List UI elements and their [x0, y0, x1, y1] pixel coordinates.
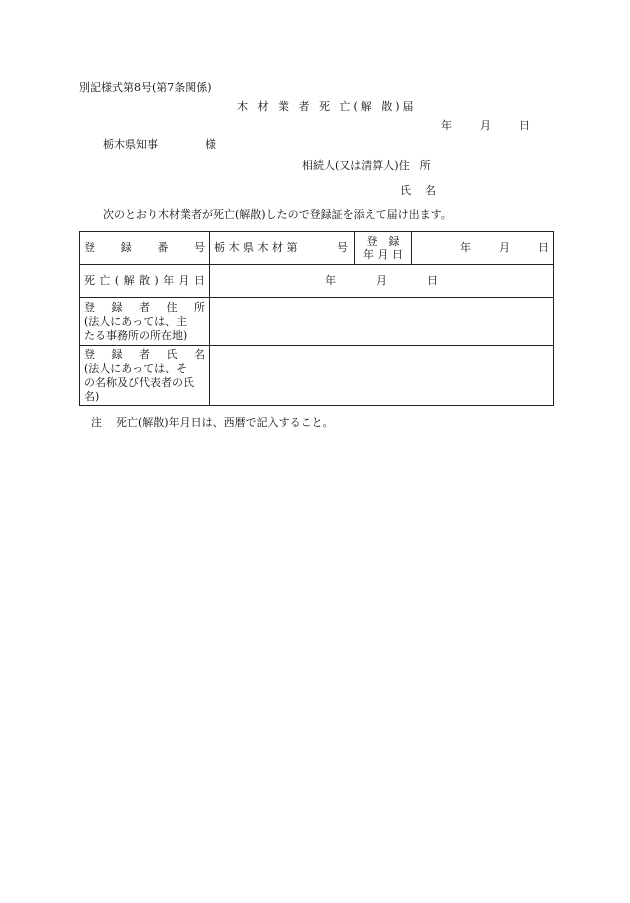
reg-number-suffix: 号 — [337, 241, 348, 254]
reg-date-day: 日 — [538, 241, 549, 254]
death-date-field[interactable] — [210, 265, 554, 298]
reg-date-year: 年 — [460, 241, 471, 254]
heir-address-label — [302, 159, 431, 173]
address-label-char: 登 — [84, 300, 95, 314]
name-label-char: 氏 — [166, 347, 178, 361]
reg-date-month: 月 — [499, 241, 510, 254]
death-date-label-char: ( — [114, 274, 120, 287]
date-year: 年 — [441, 119, 452, 132]
reg-date-label-line2: 年 月 日 — [363, 248, 403, 261]
reg-date-label-line1: 登 録 — [366, 235, 400, 248]
address-label — [80, 298, 210, 346]
reg-date-label — [355, 232, 412, 265]
death-date-label — [80, 265, 210, 298]
name-label-note3: 名) — [84, 389, 100, 403]
table-row-death-date — [80, 265, 554, 298]
death-date-day: 日 — [427, 274, 438, 287]
death-date-year: 年 — [325, 274, 336, 287]
table-row-name — [80, 346, 554, 406]
name-label-char: 録 — [111, 347, 123, 361]
reg-date-field[interactable] — [412, 232, 554, 265]
submission-date — [441, 119, 530, 133]
death-date-label-char: ) — [154, 274, 159, 287]
death-date-month: 月 — [376, 274, 387, 287]
name-label-note1: (法人にあっては、そ — [84, 361, 188, 375]
reg-number-label-char: 録 — [120, 241, 132, 254]
name-label-char: 名 — [194, 347, 205, 361]
form-number-label: 別記様式第8号(第7条関係) — [79, 81, 212, 94]
heir-address-suffix: 所 — [419, 159, 431, 172]
address-field[interactable] — [210, 298, 554, 346]
death-date-label-char: 年 — [163, 274, 175, 287]
reg-number-label — [80, 232, 210, 265]
name-label-note2: の名称及び代表者の氏 — [84, 375, 194, 389]
reg-number-label-char: 登 — [84, 241, 95, 254]
form-title: 木 材 業 者 死 亡(解 散)届 — [237, 100, 417, 113]
note-text: 死亡(解散)年月日は、西暦で記入すること。 — [116, 416, 334, 429]
name-label — [80, 346, 210, 406]
death-date-label-char: 解 — [123, 274, 135, 287]
note-prefix: 注 — [91, 416, 102, 429]
address-label-char: 住 — [166, 300, 178, 314]
name-label-char: 登 — [84, 347, 95, 361]
address-label-note2: たる事務所の所在地) — [84, 328, 188, 342]
address-label-char: 録 — [111, 300, 123, 314]
reg-number-prefix: 栃 木 県 木 材 第 — [214, 241, 298, 254]
table-row-address — [80, 298, 554, 346]
reg-number-field[interactable] — [210, 232, 355, 265]
footnote — [91, 416, 334, 430]
reg-number-label-char: 番 — [157, 241, 169, 254]
heir-name-char1: 氏 — [400, 184, 411, 197]
table-row-registration — [80, 232, 554, 265]
death-date-label-char: 月 — [178, 274, 190, 287]
date-day: 日 — [519, 119, 530, 132]
death-date-label-char: 散 — [138, 274, 150, 287]
reg-number-label-char: 号 — [193, 241, 205, 254]
date-month: 月 — [480, 119, 491, 132]
name-label-char: 者 — [139, 347, 150, 361]
heir-label: 相続人(又は清算人)住 — [302, 159, 410, 172]
address-label-note1: (法人にあっては、主 — [84, 314, 188, 328]
addressee-name: 栃木県知事 — [103, 138, 158, 151]
death-date-label-char: 日 — [193, 274, 205, 287]
address-label-char: 者 — [139, 300, 150, 314]
death-date-label-char: 亡 — [99, 274, 111, 287]
statement: 次のとおり木材業者が死亡(解散)したので登録証を添えて届け出ます。 — [103, 208, 452, 221]
addressee — [103, 138, 216, 152]
registration-table — [79, 231, 554, 406]
name-field[interactable] — [210, 346, 554, 406]
death-date-label-char: 死 — [84, 274, 95, 287]
heir-name-char2: 名 — [425, 184, 436, 197]
addressee-honorific: 様 — [205, 138, 216, 151]
address-label-char: 所 — [194, 300, 205, 314]
heir-name-label — [400, 184, 436, 198]
